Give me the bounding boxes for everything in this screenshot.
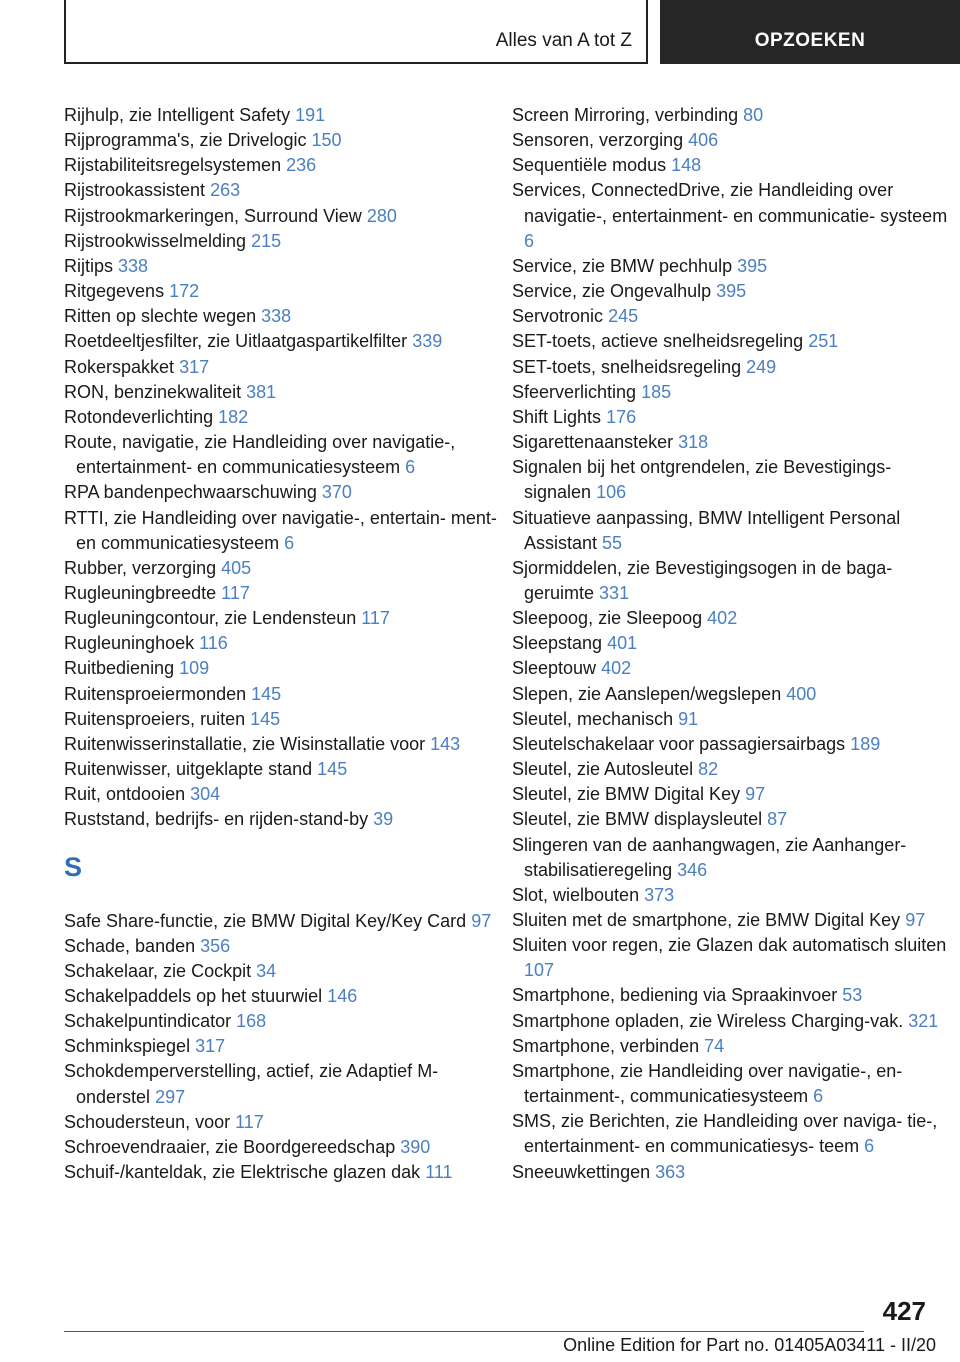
index-entry (64, 682, 509, 707)
entry-text: Rijhulp, zie Intelligent Safety (64, 105, 291, 125)
index-entry (64, 606, 509, 631)
entry-text: Slot, wielbouten (512, 884, 640, 905)
page-link[interactable]: 280 (366, 205, 397, 226)
index-entry (512, 1059, 957, 1109)
index-entry (512, 908, 957, 933)
index-entry (512, 1009, 957, 1034)
index-entry (64, 279, 509, 304)
page-link[interactable]: 401 (607, 633, 638, 654)
entry-text: Roetdeeltjesfilter, zie Uitlaatgaspartikelfilter (64, 331, 408, 352)
entry-text: Rokerspakket (64, 356, 175, 377)
entry-text: Route, navigatie, zie Handleiding over navigatie-, entertainment- en communicatiesysteem (64, 432, 456, 478)
index-entry (512, 732, 957, 757)
section-title: Alles van A tot Z (495, 30, 632, 51)
entry-text: Sleutel, zie Autosleutel (512, 759, 694, 780)
entry-text: RON, benzinekwaliteit (64, 381, 242, 402)
entry-text: Sleutel, zie BMW Digital Key (512, 784, 741, 805)
index-entry (64, 329, 509, 354)
page-link[interactable]: 116 (199, 633, 228, 654)
page-link[interactable]: 318 (678, 432, 709, 453)
entry-text: Sleepstang (512, 633, 603, 654)
index-entry (512, 405, 957, 430)
index-entry (512, 883, 957, 908)
entry-text: Sleutelschakelaar voor passagiersairbags (512, 733, 846, 754)
page-link[interactable]: 338 (261, 306, 292, 327)
index-entry (64, 807, 509, 832)
page-link[interactable]: 249 (746, 356, 777, 377)
entry-text: Ruitensproeiermonden (64, 683, 247, 704)
index-entry (64, 934, 509, 959)
section-tab (64, 0, 648, 64)
index-entry (64, 204, 509, 229)
entry-text: Ruitbediening (64, 658, 175, 679)
page-link[interactable]: 317 (179, 356, 210, 377)
entry-text: Smartphone, verbinden (512, 1035, 700, 1056)
page-link[interactable]: 182 (218, 406, 249, 427)
page-link[interactable]: 80 (743, 105, 764, 125)
index-entry (64, 732, 509, 757)
entry-text: Sneeuwkettingen (512, 1161, 651, 1182)
entry-text: Rijtips (64, 255, 114, 276)
index-entry (64, 1059, 509, 1109)
index-entry (512, 1109, 957, 1159)
entry-text: Service, zie BMW pechhulp (512, 255, 733, 276)
index-entry (64, 1135, 509, 1160)
entry-text: Ritten op slechte wegen (64, 306, 257, 327)
page-link[interactable]: 168 (236, 1011, 267, 1032)
entry-text: Sleeptouw (512, 658, 597, 679)
index-entry (64, 304, 509, 329)
entry-text: Smartphone opladen, zie Wireless Charging-vak. (512, 1010, 904, 1031)
page-link[interactable]: 145 (317, 759, 348, 780)
entry-text: Slingeren van de aanhangwagen, zie Aanhanger‐ stabilisatieregeling (512, 834, 907, 880)
index-entry (512, 128, 957, 153)
page-link[interactable]: 370 (321, 482, 352, 503)
entry-text: Rijstabiliteitsregelsystemen (64, 155, 282, 176)
page-link[interactable]: 406 (688, 130, 719, 151)
index-list-s-continued (512, 103, 957, 1185)
index-entry (512, 757, 957, 782)
entry-text: Signalen bij het ontgrendelen, zie Bevestigings‐ signalen (512, 457, 892, 503)
entry-text: Sjormiddelen, zie Bevestigingsogen in de baga‐ geruimte (512, 557, 893, 603)
index-entry (64, 229, 509, 254)
entry-text: Sluiten voor regen, zie Glazen dak automatisch sluiten (512, 935, 947, 956)
index-entry (64, 556, 509, 581)
entry-text: Schokdemperverstelling, actief, zie Adaptief M-onderstel (64, 1061, 439, 1107)
page-link[interactable]: 263 (210, 180, 241, 201)
entry-text: Schroevendraaier, zie Boordgereedschap (64, 1136, 396, 1157)
page-link[interactable]: 148 (671, 155, 702, 176)
page-link[interactable]: 82 (698, 759, 719, 780)
entry-text: Safe Share-functie, zie BMW Digital Key/Key Card (64, 910, 467, 931)
index-entry (512, 380, 957, 405)
entry-text: SET-toets, actieve snelheidsregeling (512, 331, 804, 352)
page-link[interactable]: 339 (412, 331, 443, 352)
index-entry (512, 933, 957, 983)
index-entry (512, 304, 957, 329)
entry-text: Sleepoog, zie Sleepoog (512, 608, 703, 629)
entry-text: Ritgegevens (64, 281, 165, 302)
entry-text: Rijprogramma's, zie Drivelogic (64, 130, 307, 151)
entry-text: Ruitensproeiers, ruiten (64, 708, 246, 729)
entry-text: Rijstrookassistent (64, 180, 206, 201)
index-entry (512, 983, 957, 1008)
page-link[interactable]: 405 (221, 557, 252, 578)
page-link[interactable]: 146 (327, 986, 358, 1006)
entry-text: Services, ConnectedDrive, zie Handleiding over navigatie-, entertainment- en communicatie‐ systeem (512, 180, 948, 226)
page-link[interactable]: 172 (169, 281, 200, 302)
index-entry (512, 178, 957, 253)
page-link[interactable]: 111 (425, 1162, 453, 1183)
index-list-s (64, 909, 509, 1186)
index-entry (512, 430, 957, 455)
page-link[interactable]: 107 (524, 960, 555, 981)
page-link[interactable]: 185 (641, 381, 672, 402)
entry-text: Rugleuningcontour, zie Lendensteun (64, 608, 357, 629)
index-entry (512, 707, 957, 732)
index-entry (64, 254, 509, 279)
index-entry (64, 959, 509, 984)
entry-text: Rijstrookmarkeringen, Surround View (64, 205, 362, 226)
index-entry (64, 1110, 509, 1135)
page-link[interactable]: 390 (400, 1136, 431, 1157)
index-list-r (64, 103, 509, 833)
index-entry (512, 682, 957, 707)
entry-text: Ruitenwisser, uitgeklapte stand (64, 759, 313, 780)
page-link[interactable]: 338 (118, 255, 149, 276)
footer-rule (64, 1331, 864, 1332)
index-entry (512, 606, 957, 631)
entry-text: Schade, banden (64, 935, 196, 956)
page-link[interactable]: 176 (606, 406, 637, 427)
index-entry (512, 506, 957, 556)
entry-text: Sequentiële modus (512, 155, 667, 176)
index-entry (64, 707, 509, 732)
page-link[interactable]: 6 (864, 1136, 875, 1157)
page-link[interactable]: 191 (295, 105, 326, 125)
page-link[interactable]: 53 (842, 985, 863, 1006)
index-entry (64, 103, 509, 128)
page-link[interactable]: 97 (905, 910, 926, 930)
footer-edition: Online Edition for Part no. 01405A03411 - II/20 (563, 1335, 936, 1355)
page-link[interactable]: 74 (704, 1035, 725, 1056)
entry-text: Sfeerverlichting (512, 381, 637, 402)
index-entry (512, 807, 957, 832)
entry-text: Smartphone, zie Handleiding over navigatie-, en‐ tertainment-, communicatiesysteem (512, 1060, 903, 1107)
lookup-button[interactable] (660, 0, 960, 64)
index-entry (64, 430, 509, 480)
page-link[interactable]: 297 (155, 1086, 186, 1107)
index-entry (64, 128, 509, 153)
page-link[interactable]: 381 (246, 381, 277, 402)
page-link[interactable]: 97 (471, 910, 492, 931)
index-entry (512, 153, 957, 178)
entry-text: Rugleuningbreedte (64, 582, 217, 603)
entry-text: Sigarettenaansteker (512, 432, 674, 453)
entry-text: Sleutel, mechanisch (512, 708, 674, 729)
index-entry (512, 329, 957, 354)
index-entry (512, 103, 957, 128)
index-entry (512, 279, 957, 304)
entry-text: SET-toets, snelheidsregeling (512, 356, 742, 377)
page-link[interactable]: 55 (602, 532, 623, 553)
page-link[interactable]: 109 (179, 658, 210, 679)
index-entry (64, 909, 509, 934)
index-entry (512, 833, 957, 883)
section-letter: S (64, 851, 83, 882)
page-link[interactable]: 6 (405, 457, 416, 478)
index-entry (64, 153, 509, 178)
index-entry (512, 556, 957, 606)
index-entry (64, 506, 509, 556)
index-entry (512, 631, 957, 656)
index-entry (64, 480, 509, 505)
entry-text: Servotronic (512, 306, 604, 327)
page-link[interactable]: 97 (745, 784, 766, 805)
entry-text: Ruststand, bedrijfs- en rijden-stand-by (64, 809, 369, 830)
entry-text: Schakelaar, zie Cockpit (64, 960, 252, 981)
page-link[interactable]: 373 (644, 884, 675, 905)
page-link[interactable]: 6 (284, 532, 295, 553)
page-link[interactable]: 363 (655, 1161, 686, 1182)
index-entry (64, 1160, 509, 1185)
entry-text: Screen Mirroring, verbinding (512, 105, 739, 125)
index-entry (512, 782, 957, 807)
page-link[interactable]: 236 (286, 155, 317, 176)
entry-text: Sensoren, verzorging (512, 130, 684, 151)
page-link[interactable]: 321 (908, 1010, 939, 1031)
page-link[interactable]: 395 (716, 281, 747, 302)
index-entry (64, 782, 509, 807)
entry-text: Situatieve aanpassing, BMW Intelligent Personal Assistant (512, 507, 901, 553)
index-entry (64, 1009, 509, 1034)
entry-text: SMS, zie Berichten, zie Handleiding over naviga‐ tie-, entertainment- en communicatiesys‐ teem (512, 1111, 938, 1157)
page-link[interactable]: 251 (808, 331, 839, 352)
entry-text: Service, zie Ongevalhulp (512, 281, 712, 302)
entry-text: Rubber, verzorging (64, 557, 217, 578)
page-link[interactable]: 106 (596, 482, 627, 503)
entry-text: Shift Lights (512, 406, 602, 427)
page-link[interactable]: 402 (601, 658, 632, 679)
entry-text: Ruitenwisserinstallatie, zie Wisinstallatie voor (64, 733, 426, 754)
index-entry (512, 656, 957, 681)
page-link[interactable]: 304 (190, 784, 221, 805)
page-link[interactable]: 6 (524, 230, 535, 251)
entry-text: Sluiten met de smartphone, zie BMW Digital Key (512, 910, 901, 930)
page-link[interactable]: 189 (850, 733, 881, 754)
page-link[interactable]: 331 (599, 582, 630, 603)
index-entry (512, 1034, 957, 1059)
index-entry (64, 984, 509, 1009)
page-link[interactable]: 117 (235, 1111, 264, 1132)
page-link[interactable]: 215 (251, 230, 282, 251)
index-entry (64, 1034, 509, 1059)
entry-text: Rugleuninghoek (64, 633, 195, 654)
page-link[interactable]: 91 (678, 708, 699, 729)
page-link[interactable]: 245 (608, 306, 639, 327)
entry-text: Smartphone, bediening via Spraakinvoer (512, 985, 838, 1006)
page-link[interactable]: 346 (677, 859, 708, 880)
entry-text: Slepen, zie Aanslepen/wegslepen (512, 683, 782, 704)
entry-text: Rijstrookwisselmelding (64, 230, 247, 251)
page-link[interactable]: 145 (251, 683, 282, 704)
index-entry (64, 405, 509, 430)
page-link[interactable]: 39 (373, 809, 394, 830)
index-entry (64, 631, 509, 656)
page-link[interactable]: 6 (813, 1086, 824, 1107)
index-entry (512, 254, 957, 279)
page-number: 427 (882, 1296, 926, 1326)
index-entry (512, 355, 957, 380)
entry-text: RPA bandenpechwaarschuwing (64, 482, 317, 503)
entry-text: Sleutel, zie BMW displaysleutel (512, 809, 763, 830)
page-link[interactable]: 117 (361, 608, 390, 629)
entry-text: Schuif-/kanteldak, zie Elektrische glazen dak (64, 1162, 421, 1183)
index-column-left (64, 103, 509, 1185)
index-entry (64, 178, 509, 203)
page-link[interactable]: 145 (250, 708, 281, 729)
page-link[interactable]: 400 (786, 683, 817, 704)
entry-text: Schoudersteun, voor (64, 1111, 231, 1132)
entry-text: Schakelpaddels op het stuurwiel (64, 986, 323, 1006)
index-entry (512, 455, 957, 505)
index-entry (64, 380, 509, 405)
page-link[interactable]: 34 (256, 960, 277, 981)
page-link[interactable]: 317 (195, 1036, 226, 1057)
index-entry (64, 656, 509, 681)
index-entry (512, 1160, 957, 1185)
entry-text: Schminkspiegel (64, 1036, 191, 1057)
page-link[interactable]: 395 (737, 255, 768, 276)
index-entry (64, 581, 509, 606)
page-link[interactable]: 117 (221, 582, 250, 603)
page-link[interactable]: 87 (767, 809, 788, 830)
page-link[interactable]: 402 (707, 608, 738, 629)
page-link[interactable]: 143 (430, 733, 461, 754)
entry-text: Schakelpuntindicator (64, 1011, 232, 1032)
index-entry (64, 757, 509, 782)
entry-text: Rotondeverlichting (64, 406, 214, 427)
entry-text: RTTI, zie Handleiding over navigatie-, entertain‐ ment- en communicatiesysteem (64, 507, 497, 553)
page-link[interactable]: 356 (200, 935, 231, 956)
page-link[interactable]: 150 (311, 130, 342, 151)
entry-text: Ruit, ontdooien (64, 784, 186, 805)
lookup-button-label: OPZOEKEN (754, 30, 866, 51)
index-column-right (512, 103, 957, 1185)
index-entry (64, 355, 509, 380)
